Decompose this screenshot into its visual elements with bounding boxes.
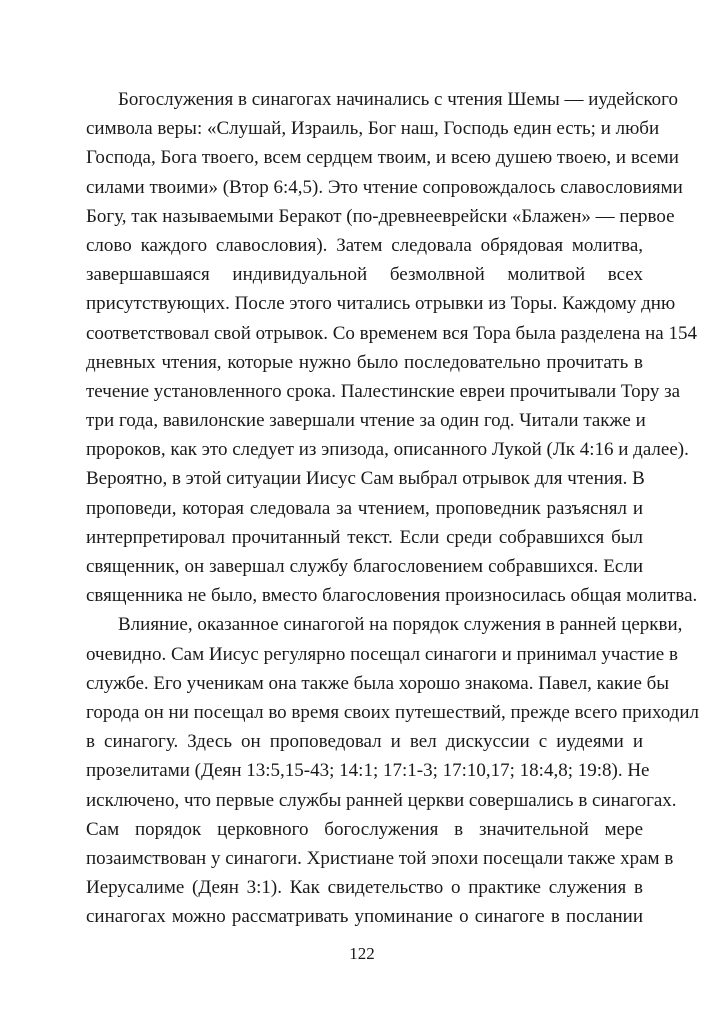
text-line: прозелитами (Деян 13:5,15-43; 14:1; 17:1-3; 17:10,17; 18:4,8; 19:8). Не	[86, 760, 650, 782]
text-line: Вероятно, в этой ситуации Иисус Сам выбрал отрывок для чтения. В	[86, 468, 645, 490]
text-line: священника не было, вместо благословения произносилась общая молитва.	[86, 585, 698, 607]
text-line: исключено, что первые службы ранней церкви совершались в синагогах.	[86, 789, 677, 811]
text-line: позаимствован у синагоги. Христиане той эпохи посещали также храм в	[86, 847, 674, 869]
text-line: символа веры: «Слушай, Израиль, Бог наш, Господь един есть; и люби	[86, 118, 660, 140]
paragraph	[86, 85, 698, 610]
text-line: в синагогу. Здесь он проповедовал и вел дискуссии с иудеями и	[86, 731, 643, 753]
text-line: соответствовал свой отрывок. Со временем вся Тора была разделена на 154	[86, 322, 697, 344]
text-line: очевидно. Сам Иисус регулярно посещал синагоги и принимал участие в	[86, 643, 678, 665]
text-line: синагогах можно рассматривать упоминание о синагоге в послании	[86, 906, 643, 928]
text-line: присутствующих. После этого читались отрывки из Торы. Каждому дню	[86, 293, 676, 315]
page-number: 122	[349, 944, 375, 963]
text-line: три года, вавилонские завершали чтение за один год. Читали также и	[86, 410, 646, 432]
text-line: силами твоими» (Втор 6:4,5). Это чтение сопровождалось славословиями	[86, 176, 683, 198]
text-line: интерпретировал прочитанный текст. Если среди собравшихся был	[86, 526, 643, 548]
text-line: Иерусалиме (Деян 3:1). Как свидетельство о практике служения в	[86, 877, 643, 899]
text-line: Господа, Бога твоего, всем сердцем твоим, и всею душею твоею, и всеми	[86, 147, 679, 169]
text-line: священник, он завершал службу благословением собравшихся. Если	[86, 556, 643, 577]
text-line: проповеди, которая следовала за чтением, проповедник разъяснял и	[86, 497, 643, 519]
text-line: дневных чтения, которые нужно было последовательно прочитать в	[86, 351, 643, 373]
text-line: службе. Его ученикам она также была хорошо знакома. Павел, какие бы	[86, 672, 670, 694]
text-line: Влияние, оказанное синагогой на порядок служения в ранней церкви,	[118, 614, 683, 636]
text-line: слово каждого славословия). Затем следовала обрядовая молитва,	[86, 234, 643, 256]
text-line: завершавшаяся индивидуальной безмолвной молитвой всех	[86, 264, 643, 286]
paragraph	[86, 610, 700, 931]
text-line: Сам порядок церковного богослужения в значительной мере	[86, 818, 643, 840]
text-line: пророков, как это следует из эпизода, описанного Лукой (Лк 4:16 и далее).	[86, 439, 689, 461]
page-body	[86, 85, 700, 931]
text-line: города он ни посещал во время своих путешествий, прежде всего приходил	[86, 701, 700, 723]
text-line: Богослужения в синагогах начинались с чтения Шемы — иудейского	[118, 89, 678, 110]
text-line: Богу, так называемыми Беракот (по-древнееврейски «Блажен» — первое	[86, 205, 675, 227]
text-line: течение установленного срока. Палестинские евреи прочитывали Тору за	[86, 380, 681, 402]
